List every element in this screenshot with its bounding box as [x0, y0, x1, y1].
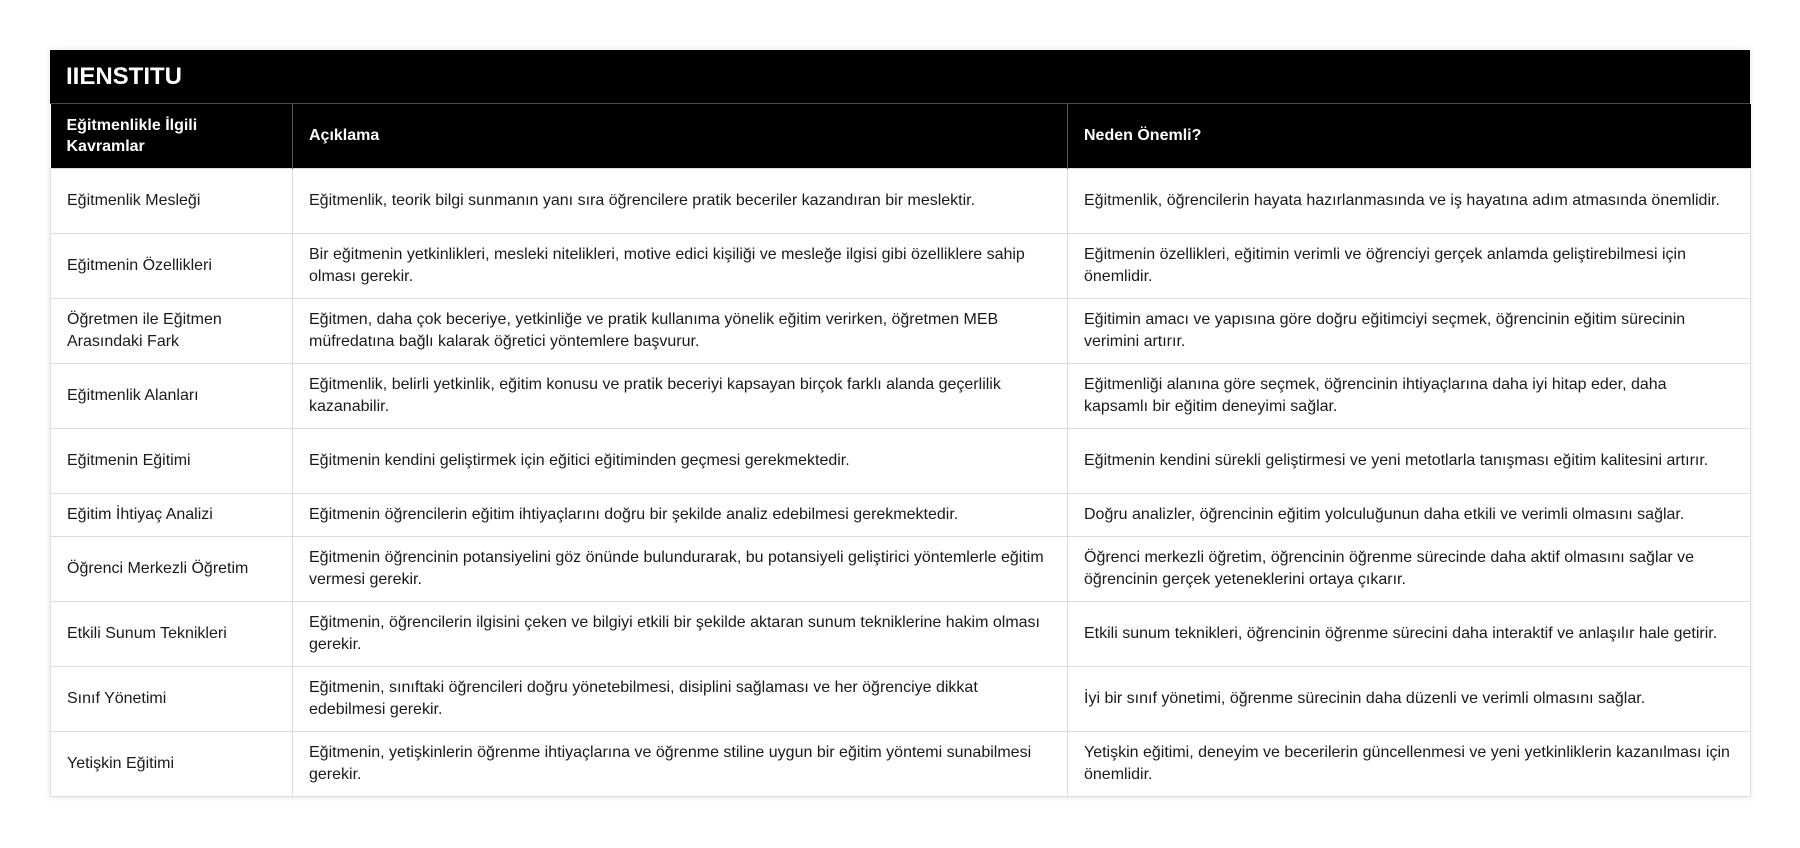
- table-row: [51, 731, 1751, 796]
- description-cell: Eğitmenin, sınıftaki öğrencileri doğru yönetebilmesi, disiplini sağlaması ve her öğrenciye dikkat edebilmesi gerekir.: [293, 666, 1068, 731]
- concept-cell: Eğitmenin Eğitimi: [51, 428, 293, 493]
- description-cell: Bir eğitmenin yetkinlikleri, mesleki nitelikleri, motive edici kişiliği ve mesleğe ilgisi gibi özelliklere sahip olması gerekir.: [293, 233, 1068, 298]
- concept-cell: Yetişkin Eğitimi: [51, 731, 293, 796]
- importance-cell: Yetişkin eğitimi, deneyim ve becerilerin güncellenmesi ve yeni yetkinliklerin kazanılması için önemlidir.: [1068, 731, 1751, 796]
- description-cell: Eğitmenin öğrencinin potansiyelini göz önünde bulundurarak, bu potansiyeli geliştirici yöntemlerle eğitim vermesi gerekir.: [293, 536, 1068, 601]
- table-row: [51, 666, 1751, 731]
- concept-table-card: [50, 50, 1750, 797]
- importance-cell: Eğitimin amacı ve yapısına göre doğru eğitimciyi seçmek, öğrencinin eğitim sürecinin verimini artırır.: [1068, 298, 1751, 363]
- importance-cell: Eğitmenliği alanına göre seçmek, öğrencinin ihtiyaçlarına daha iyi hitap eder, daha kapsamlı bir eğitim deneyimi sağlar.: [1068, 363, 1751, 428]
- importance-cell: Öğrenci merkezli öğretim, öğrencinin öğrenme sürecinde daha aktif olmasını sağlar ve öğrencinin gerçek yeteneklerini ortaya çıkarır.: [1068, 536, 1751, 601]
- table-row: [51, 493, 1751, 536]
- table-row: [51, 363, 1751, 428]
- description-cell: Eğitmen, daha çok beceriye, yetkinliğe ve pratik kullanıma yönelik eğitim verirken, öğretmen MEB müfredatına bağlı kalarak öğretici yöntemlere başvurur.: [293, 298, 1068, 363]
- table-row: [51, 601, 1751, 666]
- concept-cell: Eğitim İhtiyaç Analizi: [51, 493, 293, 536]
- table-row: [51, 536, 1751, 601]
- table-row: [51, 298, 1751, 363]
- header-concepts: Eğitmenlikle İlgili Kavramlar: [51, 104, 293, 168]
- header-importance: Neden Önemli?: [1068, 104, 1751, 168]
- table-row: [51, 168, 1751, 233]
- table-header-row: [51, 104, 1751, 168]
- concept-cell: Etkili Sunum Teknikleri: [51, 601, 293, 666]
- importance-cell: Eğitmenin özellikleri, eğitimin verimli ve öğrenciyi gerçek anlamda geliştirebilmesi için önemlidir.: [1068, 233, 1751, 298]
- importance-cell: İyi bir sınıf yönetimi, öğrenme sürecinin daha düzenli ve verimli olmasını sağlar.: [1068, 666, 1751, 731]
- description-cell: Eğitmenin, öğrencilerin ilgisini çeken ve bilgiyi etkili bir şekilde aktaran sunum tekniklerine hakim olması gerekir.: [293, 601, 1068, 666]
- concept-cell: Sınıf Yönetimi: [51, 666, 293, 731]
- description-cell: Eğitmenlik, teorik bilgi sunmanın yanı sıra öğrencilere pratik beceriler kazandıran bir meslektir.: [293, 168, 1068, 233]
- table-row: [51, 428, 1751, 493]
- concept-cell: Eğitmenlik Mesleği: [51, 168, 293, 233]
- concept-cell: Eğitmenlik Alanları: [51, 363, 293, 428]
- concept-cell: Öğretmen ile Eğitmen Arasındaki Fark: [51, 298, 293, 363]
- importance-cell: Eğitmenin kendini sürekli geliştirmesi ve yeni metotlarla tanışması eğitim kalitesini artırır.: [1068, 428, 1751, 493]
- concept-cell: Eğitmenin Özellikleri: [51, 233, 293, 298]
- description-cell: Eğitmenin öğrencilerin eğitim ihtiyaçlarını doğru bir şekilde analiz edebilmesi gerekmektedir.: [293, 493, 1068, 536]
- header-description: Açıklama: [293, 104, 1068, 168]
- description-cell: Eğitmenlik, belirli yetkinlik, eğitim konusu ve pratik beceriyi kapsayan birçok farklı alanda geçerlilik kazanabilir.: [293, 363, 1068, 428]
- importance-cell: Etkili sunum teknikleri, öğrencinin öğrenme sürecini daha interaktif ve anlaşılır hale getirir.: [1068, 601, 1751, 666]
- importance-cell: Eğitmenlik, öğrencilerin hayata hazırlanmasında ve iş hayatına adım atmasında önemlidir.: [1068, 168, 1751, 233]
- importance-cell: Doğru analizler, öğrencinin eğitim yolculuğunun daha etkili ve verimli olmasını sağlar.: [1068, 493, 1751, 536]
- concept-cell: Öğrenci Merkezli Öğretim: [51, 536, 293, 601]
- description-cell: Eğitmenin, yetişkinlerin öğrenme ihtiyaçlarına ve öğrenme stiline uygun bir eğitim yöntemi sunabilmesi gerekir.: [293, 731, 1068, 796]
- concept-table: [50, 104, 1751, 797]
- table-title: IIENSTITU: [50, 50, 1750, 104]
- description-cell: Eğitmenin kendini geliştirmek için eğitici eğitiminden geçmesi gerekmektedir.: [293, 428, 1068, 493]
- table-row: [51, 233, 1751, 298]
